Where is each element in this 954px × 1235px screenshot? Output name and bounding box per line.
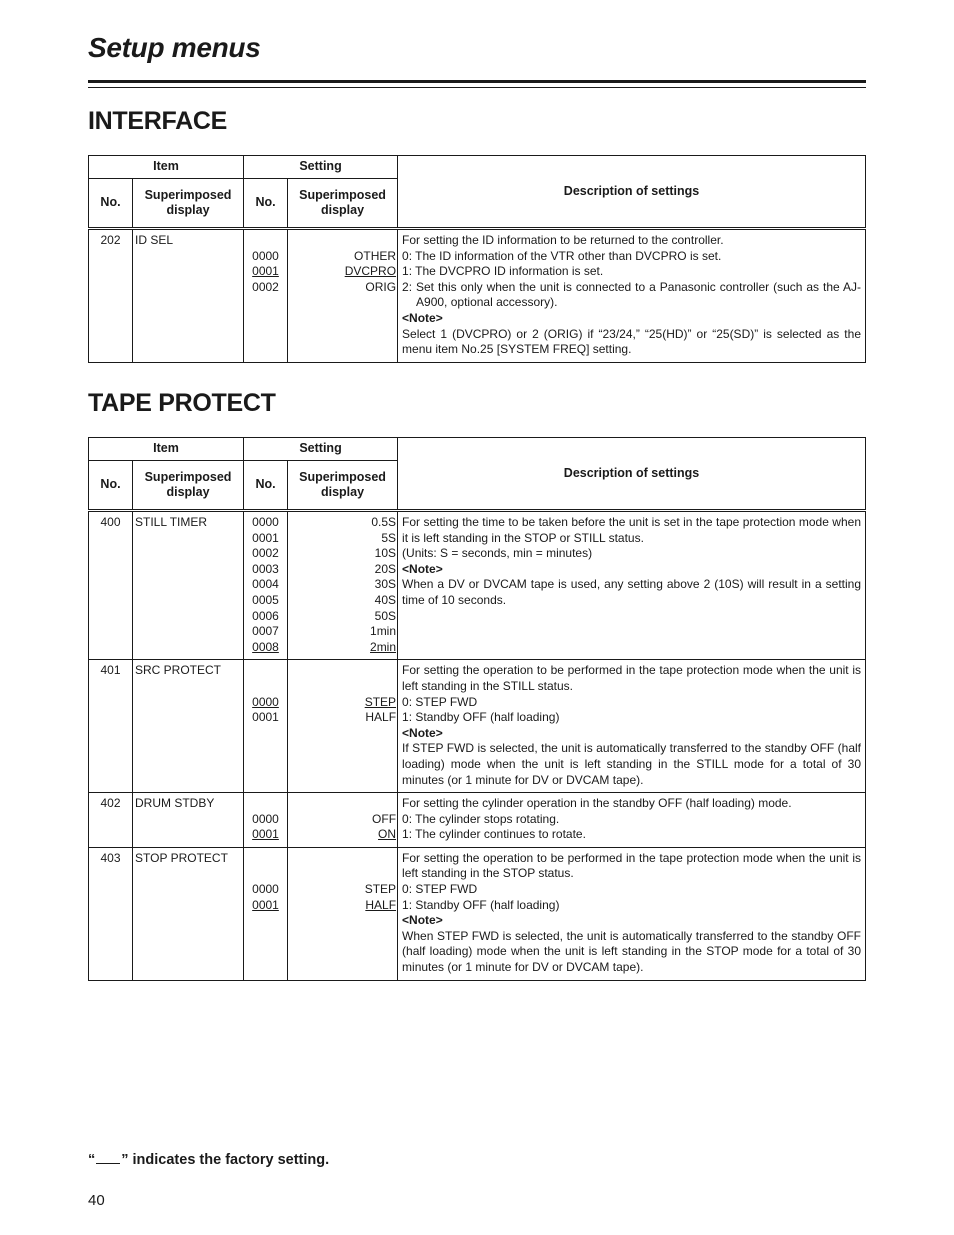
tape-protect-settings-table [88, 437, 866, 981]
setting-number: 0006 [252, 608, 279, 623]
setting-display-value: 30S [374, 577, 397, 592]
setting-display-value: 20S [374, 561, 397, 576]
item-number: 403 [89, 847, 133, 980]
setting-numbers [244, 229, 288, 363]
setting-number: 0000 [252, 811, 279, 826]
setting-display-value: ORIG [365, 279, 397, 294]
description-line: 1: Standby OFF (half loading) [402, 710, 560, 725]
underline-sample [96, 1152, 120, 1164]
description-line: 0: The ID information of the VTR other than DVCPRO is set. [402, 248, 722, 263]
setting-numbers [244, 847, 288, 980]
header-item-display: Superimposed display [133, 461, 244, 511]
header-setting: Setting [244, 438, 398, 461]
setting-numbers [244, 660, 288, 793]
header-rule-thin [88, 87, 866, 88]
setting-number: 0002 [252, 546, 279, 561]
item-number: 202 [89, 229, 133, 363]
setting-display-value: 10S [374, 546, 397, 561]
item-display-name: SRC PROTECT [133, 660, 244, 793]
note-label: <Note> [402, 725, 443, 740]
setting-number [246, 851, 285, 867]
header-setting: Setting [244, 156, 398, 179]
setting-number: 0001 [252, 897, 279, 912]
setting-number [246, 233, 285, 249]
item-display-name: ID SEL [133, 229, 244, 363]
setting-display-value [290, 679, 396, 695]
header-description: Description of settings [398, 438, 866, 511]
setting-description [398, 847, 866, 980]
item-display-name: DRUM STDBY [133, 793, 244, 848]
item-display-name: STOP PROTECT [133, 847, 244, 980]
legend-text: indicates the factory setting. [132, 1152, 330, 1168]
section-title-tape-protect: TAPE PROTECT [88, 389, 276, 417]
description-line: For setting the operation to be performed in the tape protection mode when the unit is left standing in the STOP status. [402, 850, 861, 881]
page-number: 40 [88, 1192, 105, 1209]
table-row [89, 847, 866, 980]
item-number: 402 [89, 793, 133, 848]
setting-number: 0001 [252, 710, 279, 725]
description-line: For setting the time to be taken before the unit is set in the tape protection mode when it is left standing in the STOP or STILL status. [402, 515, 861, 545]
description-line: Select 1 (DVCPRO) or 2 (ORIG) if “23/24,” “25(HD)” or “25(SD)” is selected as the menu item No.25 [SYSTEM FREQ] setting. [402, 326, 861, 357]
item-number: 400 [89, 511, 133, 660]
setting-display-value: HALF [365, 897, 397, 912]
setting-number: 0004 [252, 577, 279, 592]
setting-display-value: 2min [370, 639, 397, 654]
description-line: (Units: S = seconds, min = minutes) [402, 546, 593, 561]
setting-description [398, 511, 866, 660]
description-line: For setting the operation to be performed in the tape protection mode when the unit is left standing in the STILL status. [402, 663, 861, 693]
setting-displays [288, 660, 398, 793]
setting-displays [288, 511, 398, 660]
setting-number: 0001 [252, 264, 279, 279]
description-line: 0: The cylinder stops rotating. [402, 811, 560, 826]
setting-number [246, 866, 285, 882]
setting-numbers [244, 511, 288, 660]
table-row [89, 229, 866, 363]
header-setting-display: Superimposed display [288, 461, 398, 511]
setting-display-value: 1min [370, 624, 397, 639]
setting-displays [288, 229, 398, 363]
interface-settings-table [88, 155, 866, 363]
setting-display-value: 50S [374, 608, 397, 623]
description-line: 0: STEP FWD [402, 694, 478, 709]
page-title: Setup menus [88, 32, 261, 63]
note-label: <Note> [402, 913, 443, 928]
setting-number: 0000 [252, 882, 279, 897]
setting-number [246, 663, 285, 679]
description-line: For setting the ID information to be returned to the controller. [402, 233, 724, 247]
section-title-interface: INTERFACE [88, 107, 227, 135]
note-label: <Note> [402, 310, 443, 325]
factory-setting-legend: “ ” indicates the factory setting. [88, 1152, 330, 1168]
setting-display-value [290, 796, 396, 812]
setting-display-value: 5S [381, 530, 397, 545]
setting-number: 0005 [252, 592, 279, 607]
setting-display-value [290, 663, 396, 679]
header-setting-no: No. [244, 461, 288, 511]
description-line: 0: STEP FWD [402, 882, 478, 897]
item-number: 401 [89, 660, 133, 793]
setting-display-value: 40S [374, 592, 397, 607]
setting-number: 0000 [252, 248, 279, 263]
table-row [89, 660, 866, 793]
setting-display-value [290, 233, 396, 249]
header-item-no: No. [89, 179, 133, 229]
setting-display-value [290, 866, 396, 882]
header-item-no: No. [89, 461, 133, 511]
header-item: Item [89, 156, 244, 179]
table-row [89, 793, 866, 848]
setting-number [246, 796, 285, 812]
description-line: 1: Standby OFF (half loading) [402, 897, 560, 912]
setting-description [398, 793, 866, 848]
setting-displays [288, 793, 398, 848]
header-item-display: Superimposed display [133, 179, 244, 229]
setting-display-value [290, 851, 396, 867]
header-item: Item [89, 438, 244, 461]
setting-numbers [244, 793, 288, 848]
description-line: 2: Set this only when the unit is connected to a Panasonic controller (such as the AJ-A900, optional accessory). [402, 279, 861, 310]
description-line: When a DV or DVCAM tape is used, any setting above 2 (10S) will result in a setting time of 10 seconds. [402, 577, 861, 607]
setting-number: 0001 [252, 827, 279, 842]
setting-number: 0008 [252, 639, 279, 654]
setting-display-value: OTHER [354, 248, 397, 263]
setting-number: 0003 [252, 561, 279, 576]
setting-display-value: HALF [365, 710, 397, 725]
setting-description [398, 229, 866, 363]
setting-display-value: OFF [372, 811, 397, 826]
setting-number: 0002 [252, 279, 279, 294]
description-line: For setting the cylinder operation in the standby OFF (half loading) mode. [402, 796, 792, 811]
description-line: If STEP FWD is selected, the unit is automatically transferred to the standby OFF (half loading) mode when the unit is left standing in the STILL mode for a total of 30 minutes (or 1 minute for DV or DVCAM tape). [402, 741, 861, 787]
header-description: Description of settings [398, 156, 866, 229]
table-row [89, 511, 866, 660]
note-label: <Note> [402, 561, 443, 576]
setting-display-value: ON [378, 827, 397, 842]
header-setting-display: Superimposed display [288, 179, 398, 229]
description-line: When STEP FWD is selected, the unit is automatically transferred to the standby OFF (half loading) mode when the unit is left standing in the STOP mode for a total of 30 minutes (or 1 minute for DV or DVCAM tape). [402, 928, 861, 975]
setting-display-value: STEP [364, 882, 397, 897]
header-rule-thick [88, 80, 866, 83]
item-display-name: STILL TIMER [133, 511, 244, 660]
setting-number [246, 679, 285, 695]
setting-number: 0001 [252, 530, 279, 545]
setting-number: 0000 [252, 515, 279, 529]
description-line: 1: The DVCPRO ID information is set. [402, 264, 604, 279]
setting-number: 0007 [252, 624, 279, 639]
description-line: 1: The cylinder continues to rotate. [402, 827, 586, 842]
setting-displays [288, 847, 398, 980]
setting-display-value: DVCPRO [344, 264, 397, 279]
setting-display-value: 0.5S [371, 515, 397, 529]
setting-display-value: STEP [364, 694, 397, 709]
setting-number: 0000 [252, 694, 279, 709]
header-setting-no: No. [244, 179, 288, 229]
setting-description [398, 660, 866, 793]
